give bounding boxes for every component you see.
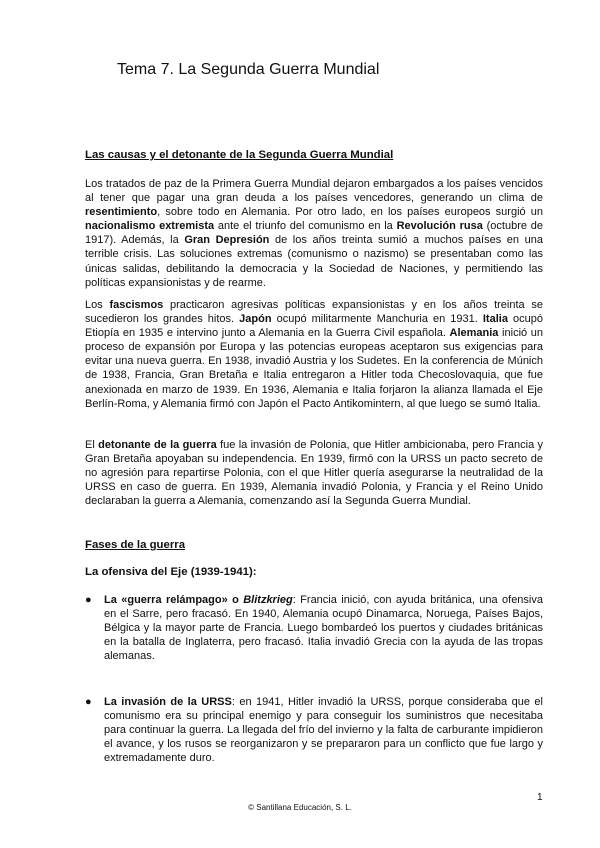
text-run: ocupó militarmente Manchuria en 1931. bbox=[271, 313, 483, 326]
bold-term: La invasión de la URSS bbox=[104, 696, 232, 708]
text-run: Los tratados de paz de la Primera Guerra Mundial dejaron embargados a los países vencidos al tener que pagar una gran deuda a los países vencedores, generando un clima de bbox=[85, 178, 543, 205]
text-run: : en 1941, Hitler invadió la URSS, porque consideraba que el comunismo era su principal enemigo y para conseguir los suministros que necesitaba para continuar la guerra. La llegada del frío del invierno y la falta de carburante impidieron el avance, y los rusos se reorganizaron y se prepararon para un conflicto que fue largo y extremadamente duro. bbox=[104, 696, 543, 765]
text-run: inició un proceso de expansión por Europa y las potencias europeas aceptaron sus exigencias para evitar una nueva guerra. En 1938, invadió Austria y los Sudetes. En la conferencia de Múnich de 1938, Francia, Gran Bretaña e Italia entregaron a Hitler toda Checoslovaquia, que fue anexionada en marzo de 1939. En 1936, Alemania e Italia forjaron la alianza llamada el Eje Berlín-Roma, y Alemania firmó con Japón el Pacto Antikomintern, al que luego se sumó Italia. bbox=[85, 327, 543, 410]
bold-term: Revolución rusa bbox=[396, 220, 483, 233]
text-run: , sobre todo en Alemania. Por otro lado, en los países europeos surgió un bbox=[157, 206, 543, 219]
bullet-icon: ● bbox=[85, 594, 92, 606]
bold-term: Japón bbox=[239, 313, 272, 326]
text-run: ante el triunfo del comunismo en la bbox=[214, 220, 397, 233]
bold-term: fascismos bbox=[109, 299, 164, 311]
text-run: de los años treinta sumió a muchos países en una terrible crisis. Las soluciones extremas (comunismo o nazismo) se presentaban como las únicas salidas, debilitando la democracia y la Sociedad de Naciones, y permitiendo las políticas expansionistas y de rearme. bbox=[85, 234, 543, 289]
bold-term: La «guerra relámpago» o bbox=[104, 594, 244, 606]
bullet-item-blitzkrieg bbox=[85, 593, 543, 663]
footer-copyright: © Santillana Educación, S. L. bbox=[248, 803, 352, 812]
page-number: 1 bbox=[537, 792, 543, 803]
bold-term: Italia bbox=[482, 313, 508, 326]
section-heading-causes: Las causas y el detonante de la Segunda Guerra Mundial bbox=[85, 149, 394, 161]
paragraph-fascisms bbox=[85, 298, 543, 411]
text-run: : Francia inició, con ayuda británica, una ofensiva en el Sarre, pero fracasó. En 1940, Alemania ocupó Dinamarca, Noruega, Países Bajos, Bélgica y la mayor parte de Francia. Luego bombardeó los puertos y ciudades británicas en la batalla de Inglaterra, pero fracasó. Italia invadió Grecia con la ayuda de las tropas alemanas. bbox=[104, 594, 543, 663]
subheading-axis-offensive: La ofensiva del Eje (1939-1941): bbox=[85, 566, 257, 578]
bold-term: detonante de la guerra bbox=[98, 439, 217, 451]
bullet-icon: ● bbox=[85, 696, 92, 708]
bold-italic-term: Blitzkrieg bbox=[243, 594, 293, 606]
text-run: practicaron agresivas políticas expansionistas y en los años treinta se sucedieron los grandes hitos. bbox=[85, 299, 543, 326]
bullet-text bbox=[104, 593, 543, 663]
paragraph-trigger bbox=[85, 438, 543, 508]
bold-term: resentimiento bbox=[85, 206, 158, 219]
paragraph-causes bbox=[85, 177, 543, 290]
page-title: Tema 7. La Segunda Guerra Mundial bbox=[117, 61, 380, 78]
text-run: fue la invasión de Polonia, que Hitler ambicionaba, pero Francia y Gran Bretaña apoyaban su independencia. En 1939, firmó con la URSS un pacto secreto de no agresión para repartirse Polonia, con el que Hitler quería asegurarse la neutralidad de la URSS en caso de guerra. En 1939, Alemania invadió Polonia, y Francia y el Reino Unido declaraban la guerra a Alemania, comenzando así la Segunda Guerra Mundial. bbox=[85, 439, 543, 508]
text-run: Los bbox=[85, 299, 110, 311]
bullet-text bbox=[104, 695, 543, 765]
bold-term: nacionalismo extremista bbox=[85, 220, 215, 233]
section-heading-phases: Fases de la guerra bbox=[85, 539, 186, 551]
bold-term: Alemania bbox=[449, 327, 499, 340]
text-run: (octubre de 1917). Además, la bbox=[85, 220, 543, 247]
text-run: El bbox=[85, 439, 99, 451]
text-run: ocupó Etiopía en 1935 e intervino junto a Alemania en la Guerra Civil española. bbox=[85, 313, 543, 340]
bold-term: Gran Depresión bbox=[184, 234, 270, 247]
bullet-item-ussr-invasion bbox=[85, 695, 543, 765]
